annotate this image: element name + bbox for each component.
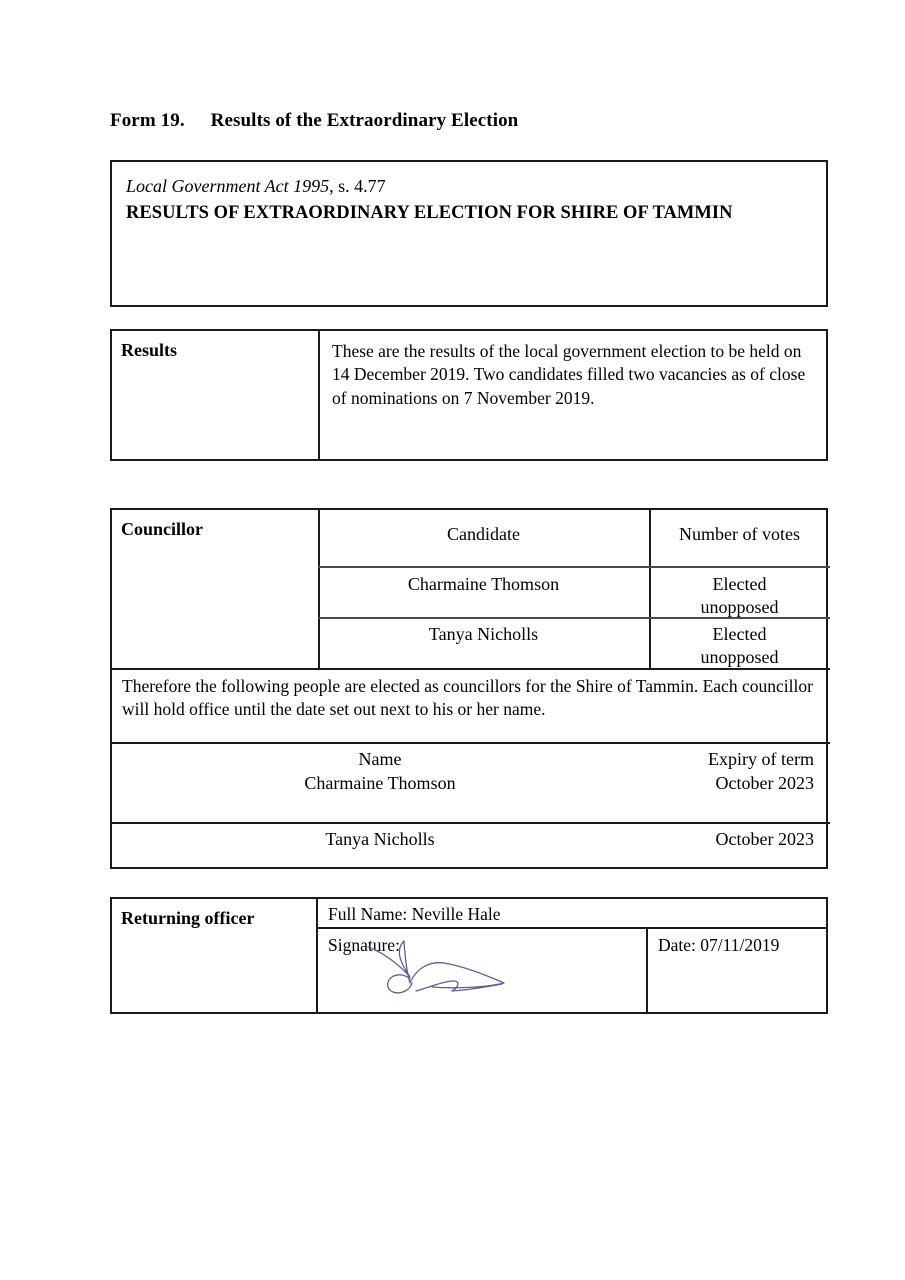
header-votes: Number of votes	[679, 524, 800, 544]
signature-label: Signature:	[328, 935, 400, 955]
header-candidate: Candidate	[447, 524, 520, 544]
term-row-2-name: Tanya Nicholls	[325, 829, 435, 849]
date-label: Date:	[658, 935, 696, 955]
results-text-cell	[320, 331, 826, 459]
act-citation	[126, 175, 812, 198]
returning-officer-box	[110, 897, 828, 1014]
full-name-value: Neville Hale	[411, 904, 501, 924]
results-label: Results	[121, 340, 178, 360]
signature-date-cell	[648, 929, 826, 1012]
row-1-votes-line2: unopposed	[700, 597, 779, 618]
signature-cell	[318, 929, 648, 1012]
row-1-votes	[651, 573, 828, 619]
results-label-cell	[112, 331, 320, 459]
row-1-votes-line1: Elected	[712, 574, 767, 594]
term-header-name: Name	[358, 749, 402, 769]
row-2-votes-line1: Elected	[712, 624, 767, 644]
results-text: These are the results of the local government election to be held on 14 December 2019. Two candidates filled two vacancies as of close of nominations on 7 November 2019.	[332, 341, 806, 408]
term-row-1-expiry: October 2023	[715, 773, 814, 793]
councillor-label: Councillor	[121, 519, 204, 539]
act-citation-section: , s. 4.77	[329, 176, 386, 196]
results-box	[110, 329, 828, 461]
term-row-2-expiry: October 2023	[715, 829, 814, 849]
main-heading: RESULTS OF EXTRAORDINARY ELECTION FOR SHIRE OF TAMMIN	[126, 203, 733, 224]
returning-officer-label: Returning officer	[121, 908, 255, 928]
councillor-table	[110, 508, 828, 869]
row-divider-5	[112, 822, 830, 824]
act-heading-box	[110, 160, 828, 307]
term-row-1-name: Charmaine Thomson	[304, 773, 456, 793]
term-header-expiry: Expiry of term	[708, 749, 814, 769]
row-divider-1	[318, 566, 830, 568]
date-value: 07/11/2019	[700, 935, 780, 955]
row-1-candidate: Charmaine Thomson	[407, 574, 560, 594]
returning-officer-label-cell	[112, 899, 318, 1012]
row-divider-4	[112, 742, 830, 744]
row-2-votes	[651, 623, 828, 669]
row-2-votes-line2: unopposed	[700, 647, 779, 668]
row-divider-2	[318, 617, 830, 619]
page-title	[110, 110, 518, 132]
term-row-2	[112, 828, 826, 871]
returning-officer-name-row	[318, 899, 826, 929]
full-name-label: Full Name:	[328, 904, 408, 924]
row-2-candidate: Tanya Nicholls	[428, 624, 539, 644]
act-citation-italic: Local Government Act 1995	[126, 176, 330, 196]
term-row-1	[112, 748, 826, 822]
election-statement: Therefore the following people are elected as councillors for the Shire of Tammin. Each councillor will hold office until the date set out next to his or her name.	[122, 676, 813, 720]
form-number: Form 19.	[110, 110, 185, 131]
form-title-text: Results of the Extraordinary Election	[210, 110, 519, 131]
